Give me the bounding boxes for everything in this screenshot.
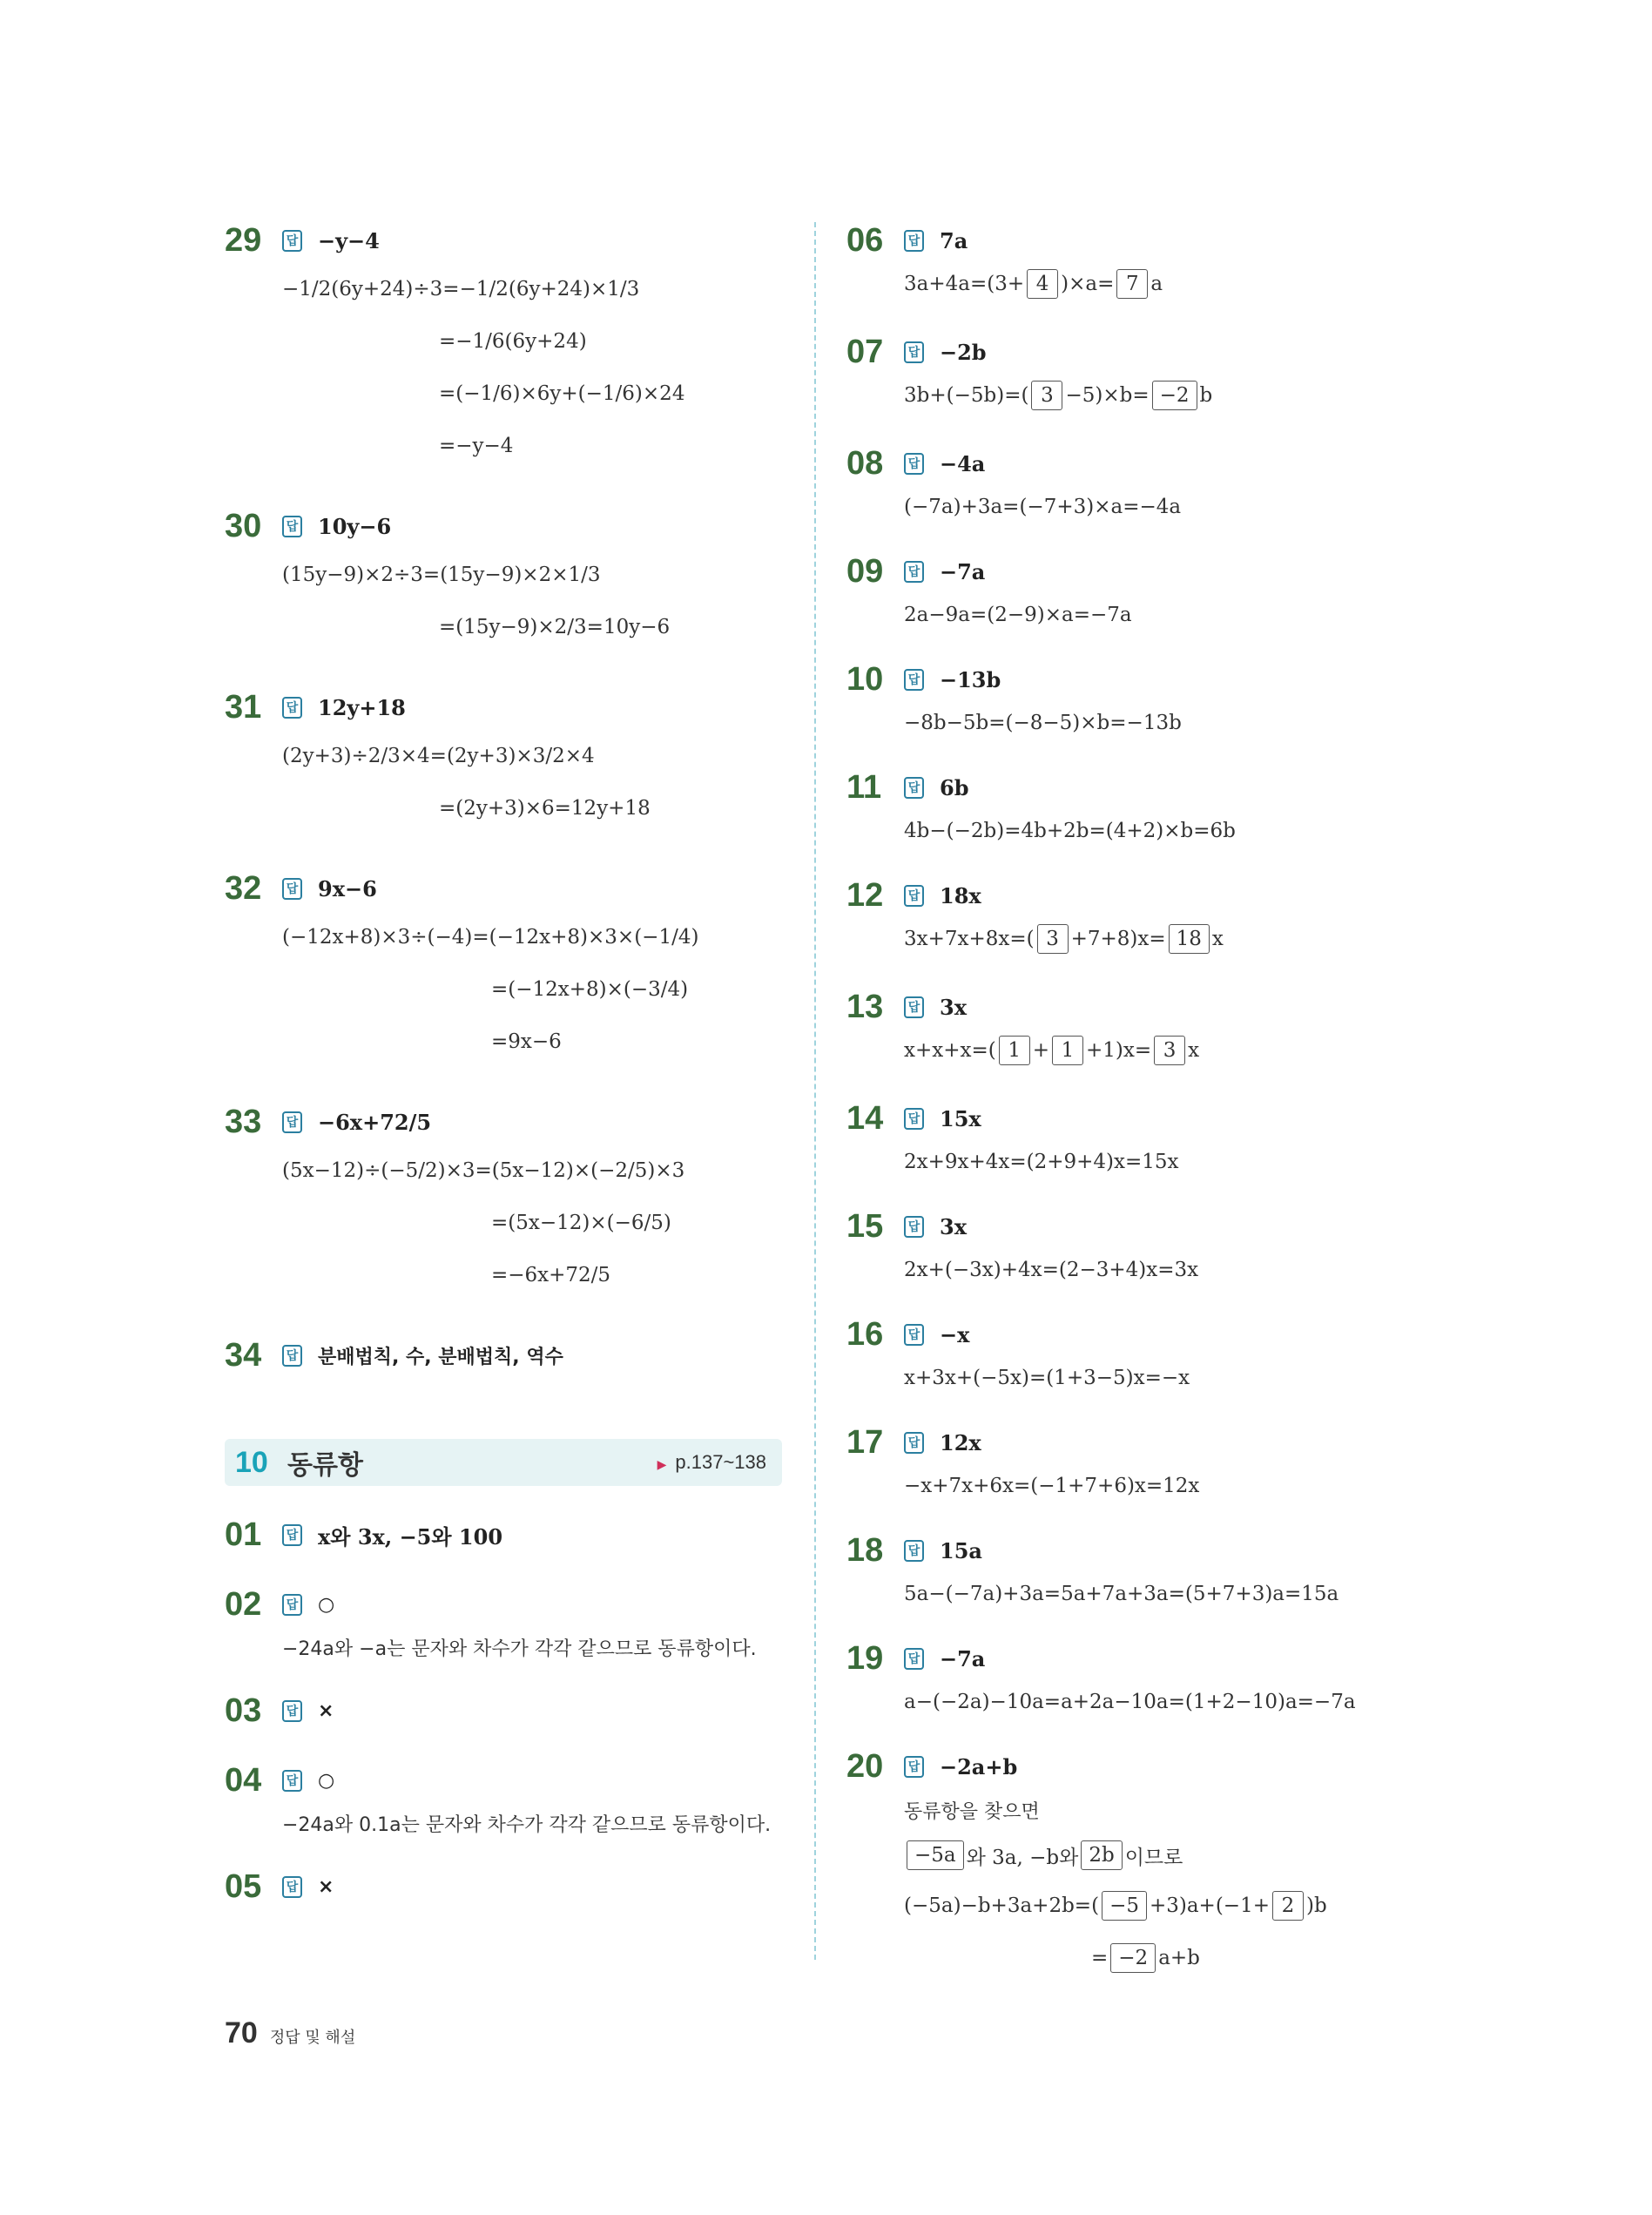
problem-number: 31 — [225, 688, 262, 726]
blank-box: 3 — [1154, 1036, 1185, 1065]
problem-number: 29 — [225, 221, 262, 259]
solution-line: =(5x−12)×(−6/5) — [491, 1212, 671, 1234]
problem-09 — [846, 549, 1456, 636]
footer-label: 정답 및 해설 — [269, 2029, 356, 2047]
solution-line: =−6x+72/5 — [491, 1264, 611, 1286]
answer: 18x — [940, 882, 981, 908]
answer: 12x — [940, 1429, 981, 1455]
answer: ○ — [318, 1593, 335, 1616]
problem-number: 08 — [846, 444, 884, 482]
answer: 9x−6 — [318, 875, 377, 902]
solution-line: 2x+(−3x)+4x=(2−3+4)x=3x — [904, 1259, 1199, 1281]
answer-mark-icon: 답 — [904, 1216, 924, 1238]
answer: 3x — [940, 1213, 968, 1239]
answer: 분배법칙, 수, 분배법칙, 역수 — [318, 1346, 563, 1368]
answer-mark-icon: 답 — [282, 1876, 302, 1898]
solution-line: 3x+7x+8x=( 3 +7+8)x= 18 x — [904, 918, 1456, 960]
answer-mark-icon: 답 — [282, 1524, 302, 1546]
solution-line: =(15y−9)×2/3=10y−6 — [439, 616, 671, 638]
blank-box: −2 — [1152, 381, 1197, 410]
answer: −x — [940, 1321, 970, 1347]
problem-number: 05 — [225, 1867, 262, 1905]
answer-mark-icon: 답 — [904, 1432, 924, 1454]
answer: × — [318, 1699, 334, 1722]
page-footer — [225, 2016, 355, 2050]
right-column — [846, 218, 1456, 2016]
solution-line: =−1/6(6y+24) — [439, 330, 587, 353]
solution-line: 3a+4a=(3+ 4 )×a= 7 a — [904, 263, 1456, 305]
answer: −6x+72/5 — [318, 1109, 432, 1135]
problem-14 — [846, 1096, 1456, 1183]
problem-number: 17 — [846, 1423, 884, 1461]
solution-line: (−5a)−b+3a+2b=( −5 +3)a+(−1+ 2 )b — [904, 1880, 1456, 1932]
answer-mark-icon: 답 — [282, 516, 302, 537]
solution-line: =(−12x+8)×(−3/4) — [491, 978, 689, 1001]
problem-10 — [846, 657, 1456, 744]
problem-number: 30 — [225, 507, 262, 544]
blank-box: 2b — [1081, 1840, 1122, 1870]
answer: x와 3x, −5와 100 — [318, 1523, 503, 1550]
answer-mark-icon: 답 — [904, 885, 924, 907]
blank-box: 7 — [1116, 269, 1148, 299]
solution-line: a−(−2a)−10a=a+2a−10a=(1+2−10)a=−7a — [904, 1691, 1356, 1713]
answer-mark-icon: 답 — [904, 561, 924, 583]
solution-line: (15y−9)×2÷3=(15y−9)×2×1/3 — [282, 564, 601, 586]
blank-box: 3 — [1037, 924, 1069, 954]
answer-mark-icon: 답 — [904, 1108, 924, 1130]
blank-box: 18 — [1169, 924, 1210, 954]
problem-number: 14 — [846, 1099, 884, 1137]
answer-mark-icon: 답 — [904, 230, 924, 252]
blank-box: 2 — [1272, 1891, 1304, 1921]
problem-number: 10 — [846, 660, 884, 698]
blank-box: −2 — [1110, 1943, 1156, 1973]
problem-33 — [225, 1099, 791, 1301]
problem-13 — [846, 984, 1456, 1071]
problem-number: 11 — [846, 768, 882, 806]
problem-34 — [225, 1333, 791, 1378]
answer-mark-icon: 답 — [282, 230, 302, 252]
problem-number: 18 — [846, 1531, 884, 1569]
problem-05 — [225, 1864, 791, 1909]
solution-line: (2y+3)÷2/3×4=(2y+3)×3/2×4 — [282, 745, 595, 767]
problem-number: 03 — [225, 1692, 262, 1729]
problem-16 — [846, 1312, 1456, 1399]
problem-number: 07 — [846, 333, 884, 370]
problem-15 — [846, 1204, 1456, 1291]
problem-number: 33 — [225, 1103, 262, 1140]
blank-box: 1 — [1052, 1036, 1083, 1065]
problem-number: 20 — [846, 1747, 884, 1785]
solution-line: 2a−9a=(2−9)×a=−7a — [904, 604, 1132, 626]
problem-20 — [846, 1744, 1456, 1984]
answer-mark-icon: 답 — [904, 1540, 924, 1562]
problem-30 — [225, 503, 791, 653]
blank-box: −5 — [1102, 1891, 1147, 1921]
problem-02 — [225, 1582, 791, 1667]
solution-line: −8b−5b=(−8−5)×b=−13b — [904, 712, 1182, 734]
solution-line: (−12x+8)×3÷(−4)=(−12x+8)×3×(−1/4) — [282, 926, 699, 949]
solution-line: −1/2(6y+24)÷3=−1/2(6y+24)×1/3 — [282, 278, 640, 301]
problem-31 — [225, 685, 791, 834]
answer-mark-icon: 답 — [904, 453, 924, 475]
solution-line: −x+7x+6x=(−1+7+6)x=12x — [904, 1475, 1200, 1497]
answer: −13b — [940, 666, 1001, 692]
problem-number: 32 — [225, 869, 262, 907]
solution-line: x+3x+(−5x)=(1+3−5)x=−x — [904, 1367, 1190, 1389]
section-page-ref: ▶ p.137~138 — [657, 1451, 766, 1473]
answer-mark-icon: 답 — [282, 1700, 302, 1722]
section-title: 동류항 — [287, 1450, 363, 1481]
solution-line: = −2 a+b — [904, 1932, 1456, 1984]
problem-number: 19 — [846, 1639, 884, 1677]
blank-box: 1 — [999, 1036, 1030, 1065]
triangle-icon: ▶ — [657, 1457, 667, 1471]
problem-29 — [225, 218, 791, 472]
answer-mark-icon: 답 — [904, 1324, 924, 1346]
solution-line: (5x−12)÷(−5/2)×3=(5x−12)×(−2/5)×3 — [282, 1159, 685, 1182]
problem-number: 16 — [846, 1315, 884, 1353]
answer-mark-icon: 답 — [904, 1648, 924, 1670]
answer: 10y−6 — [318, 513, 392, 539]
solution-line: 2x+9x+4x=(2+9+4)x=15x — [904, 1151, 1179, 1173]
problem-11 — [846, 765, 1456, 852]
solution-line: =(2y+3)×6=12y+18 — [439, 797, 651, 820]
answer: −7a — [940, 1645, 986, 1671]
answer: −7a — [940, 558, 986, 584]
blank-box: 3 — [1031, 381, 1062, 410]
answer: 15a — [940, 1537, 982, 1563]
answer-mark-icon: 답 — [904, 669, 924, 691]
section-number: 10 — [235, 1445, 268, 1479]
page-number: 70 — [225, 2016, 258, 2050]
problem-number: 01 — [225, 1516, 262, 1553]
solution-line: (−7a)+3a=(−7+3)×a=−4a — [904, 496, 1182, 518]
solution-line: −24a와 −a는 문자와 차수가 각각 같으므로 동류항이다. — [282, 1638, 757, 1660]
solution-line: 5a−(−7a)+3a=5a+7a+3a=(5+7+3)a=15a — [904, 1583, 1339, 1605]
problem-07 — [846, 329, 1456, 416]
solution-line: x+x+x=( 1 + 1 +1)x= 3 x — [904, 1030, 1456, 1071]
answer: 7a — [940, 227, 968, 253]
problem-18 — [846, 1528, 1456, 1615]
column-divider — [814, 222, 816, 1960]
blank-box: −5a — [907, 1840, 964, 1870]
section-header — [225, 1439, 782, 1486]
answer-mark-icon: 답 — [282, 878, 302, 900]
problem-03 — [225, 1688, 791, 1733]
solution-line: =−y−4 — [439, 435, 514, 457]
problem-number: 13 — [846, 988, 884, 1025]
answer: ○ — [318, 1769, 335, 1792]
problem-number: 34 — [225, 1336, 262, 1374]
problem-number: 04 — [225, 1761, 262, 1799]
blank-box: 4 — [1027, 269, 1058, 299]
answer-mark-icon: 답 — [282, 1345, 302, 1367]
answer: 15x — [940, 1105, 981, 1131]
answer-mark-icon: 답 — [282, 1111, 302, 1133]
problem-number: 12 — [846, 876, 884, 914]
answer-mark-icon: 답 — [904, 996, 924, 1018]
answer-mark-icon: 답 — [282, 1594, 302, 1616]
solution-line: =9x−6 — [491, 1030, 562, 1053]
solution-line: 동류항을 찾으면 — [904, 1800, 1040, 1823]
answer-mark-icon: 답 — [904, 777, 924, 799]
solution-line: −24a와 0.1a는 문자와 차수가 각각 같으므로 동류항이다. — [282, 1813, 772, 1836]
solution-line: =(−1/6)×6y+(−1/6)×24 — [439, 382, 685, 405]
problem-12 — [846, 873, 1456, 960]
problem-number: 02 — [225, 1585, 262, 1623]
problem-17 — [846, 1420, 1456, 1507]
answer: 12y+18 — [318, 694, 406, 720]
answer: 6b — [940, 774, 969, 800]
left-column — [225, 218, 791, 1941]
answer: × — [318, 1875, 334, 1898]
answer-mark-icon: 답 — [904, 341, 924, 363]
answer: −2b — [940, 339, 987, 365]
answer: −2a+b — [940, 1753, 1018, 1779]
solution-line: 4b−(−2b)=4b+2b=(4+2)×b=6b — [904, 820, 1236, 842]
answer-mark-icon: 답 — [904, 1756, 924, 1778]
problem-08 — [846, 441, 1456, 528]
solution-line: −5a 와 3a, −b와 2b 이므로 — [904, 1831, 1456, 1880]
solution-line: 3b+(−5b)=( 3 −5)×b= −2 b — [904, 375, 1456, 416]
problem-number: 09 — [846, 552, 884, 590]
answer: 3x — [940, 994, 968, 1020]
answer-mark-icon: 답 — [282, 1770, 302, 1792]
answer: −4a — [940, 450, 986, 476]
problem-19 — [846, 1636, 1456, 1723]
problem-04 — [225, 1758, 791, 1843]
problem-number: 15 — [846, 1207, 884, 1245]
problem-32 — [225, 866, 791, 1068]
answer-mark-icon: 답 — [282, 697, 302, 719]
problem-number: 06 — [846, 221, 884, 259]
problem-01 — [225, 1512, 791, 1557]
answer: −y−4 — [318, 227, 380, 253]
problem-06 — [846, 218, 1456, 305]
